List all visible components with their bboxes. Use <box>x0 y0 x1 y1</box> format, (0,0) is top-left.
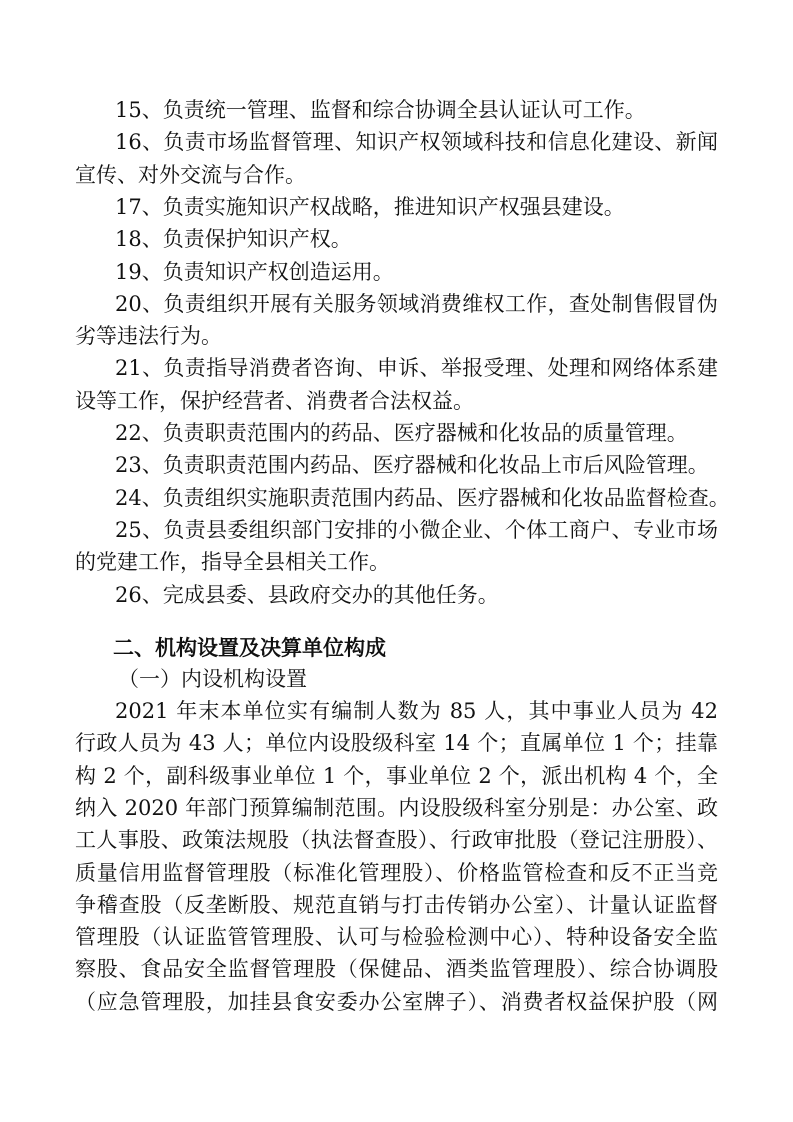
text-line: 构 2 个，副科级事业单位 1 个，事业单位 2 个，派出机构 4 个，全 <box>75 763 718 788</box>
text-line: 工人事股、政策法规股（执法督查股）、行政审批股（登记注册股）、 <box>75 828 718 853</box>
text-line: 16、负责市场监督管理、知识产权领域科技和信息化建设、新闻 <box>115 130 718 155</box>
text-line: 行政人员为 43 人；单位内设股级科室 14 个；直属单位 1 个；挂靠 <box>75 731 718 756</box>
text-line: 质量信用监督管理股（标准化管理股）、价格监管检查和反不正当竞 <box>75 860 718 885</box>
text-line: 15、负责统一管理、监督和综合协调全县认证认可工作。 <box>115 98 646 122</box>
subsection-heading: （一）内设机构设置 <box>118 667 307 691</box>
text-line: 争稽查股（反垄断股、规范直销与打击传销办公室）、计量认证监督 <box>75 892 718 917</box>
text-line: 17、负责实施知识产权战略，推进知识产权强县建设。 <box>115 194 625 219</box>
text-line: 的党建工作，指导全县相关工作。 <box>75 550 390 575</box>
text-line: 宣传、对外交流与合作。 <box>75 162 306 187</box>
text-line: 察股、食品安全监督管理股（保健品、酒类监管理股）、综合协调股 <box>75 957 718 982</box>
text-line: 23、负责职责范围内药品、医疗器械和化妆品上市后风险管理。 <box>115 453 709 478</box>
text-line: 26、完成县委、县政府交办的其他任务。 <box>115 582 499 607</box>
text-line: 22、负责职责范围内的药品、医疗器械和化妆品的质量管理。 <box>115 421 688 445</box>
text-line: 20、负责组织开展有关服务领域消费维权工作，查处制售假冒伪 <box>115 291 718 316</box>
section-heading: 二、机构设置及决算单位构成 <box>113 636 386 660</box>
text-line: 18、负责保护知识产权。 <box>115 227 352 252</box>
text-line: 纳入 2020 年部门预算编制范围。内设股级科室分别是：办公室、政 <box>75 795 718 820</box>
text-line: 2021 年末本单位实有编制人数为 85 人，其中事业人员为 42 <box>115 699 718 723</box>
text-line: 设等工作，保护经营者、消费者合法权益。 <box>75 388 474 413</box>
text-line: 24、负责组织实施职责范围内药品、医疗器械和化妆品监督检查。 <box>115 485 730 510</box>
text-line: （应急管理股，加挂县食安委办公室牌子）、消费者权益保护股（网 <box>75 989 718 1014</box>
text-line: 21、负责指导消费者咨询、申诉、举报受理、处理和网络体系建 <box>115 356 718 381</box>
text-line: 劣等违法行为。 <box>75 324 222 349</box>
text-line: 管理股（认证监管管理股、认可与检验检测中心）、特种设备安全监 <box>75 925 718 950</box>
text-line: 25、负责县委组织部门安排的小微企业、个体工商户、专业市场 <box>115 517 718 542</box>
text-line: 19、负责知识产权创造运用。 <box>115 259 394 284</box>
